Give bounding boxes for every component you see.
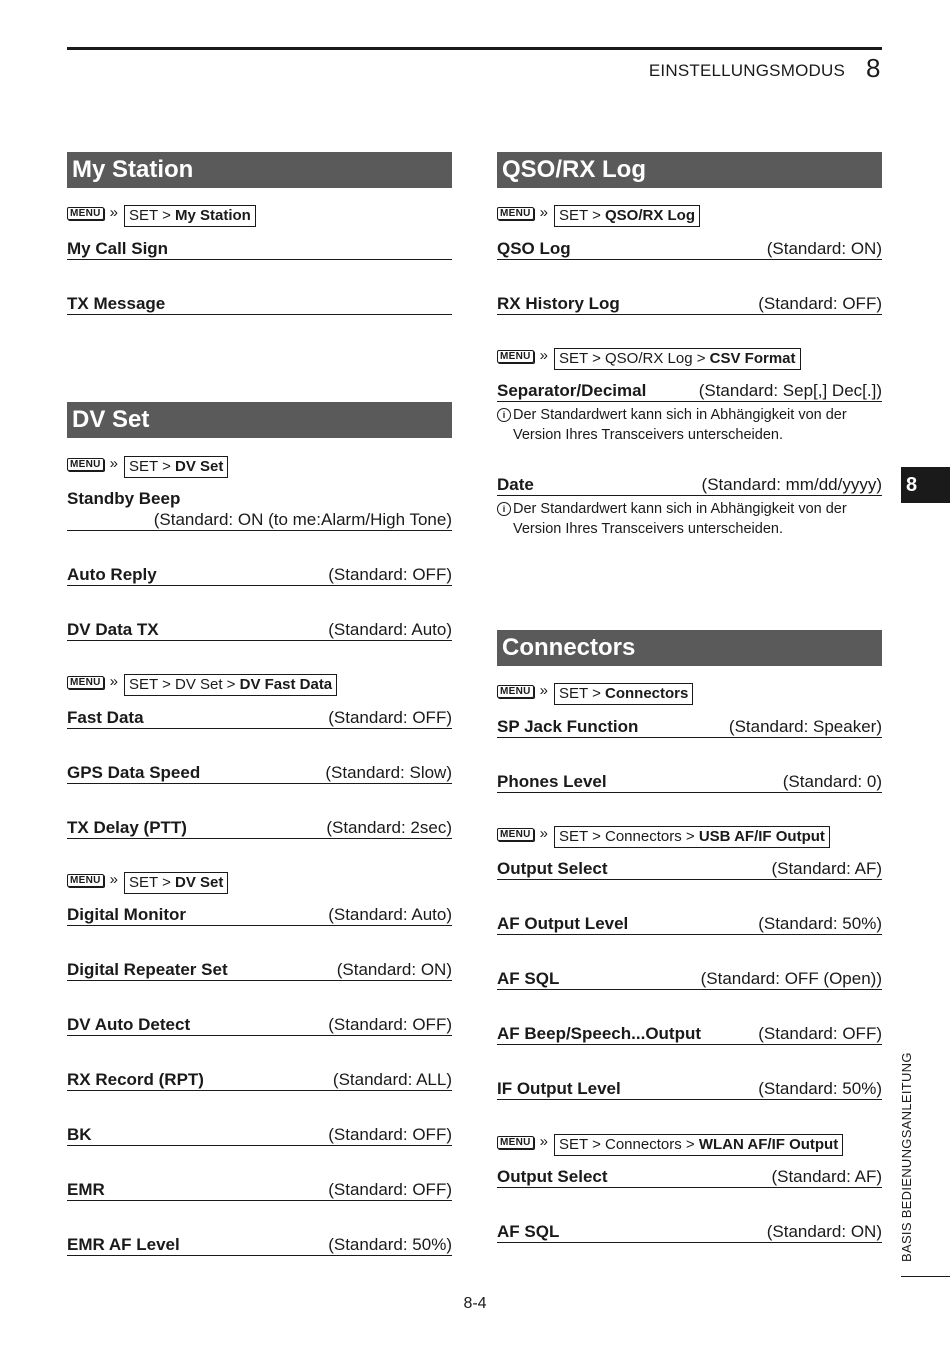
menu-path-connectors xyxy=(497,683,693,705)
setting-phones-level: Phones Level (Standard: 0) xyxy=(497,772,882,791)
setting-emr-af-level: EMR AF Level (Standard: 50%) xyxy=(67,1235,452,1254)
menu-key-icon: MENU xyxy=(497,350,534,363)
setting-emr: EMR (Standard: OFF) xyxy=(67,1180,452,1199)
section-header-connectors: Connectors xyxy=(497,630,882,666)
chevron-right-icon: » xyxy=(109,454,118,472)
chapter-number: 8 xyxy=(866,53,881,83)
path-box: SET > QSO/RX Log > CSV Format xyxy=(554,348,801,370)
setting-auto-reply: Auto Reply (Standard: OFF) xyxy=(67,565,452,584)
setting-dv-auto-detect: DV Auto Detect (Standard: OFF) xyxy=(67,1015,452,1034)
setting-tx-delay: TX Delay (PTT) (Standard: 2sec) xyxy=(67,818,452,837)
chevron-right-icon: » xyxy=(539,203,548,221)
setting-wlan-output-select: Output Select (Standard: AF) xyxy=(497,1167,882,1186)
chevron-right-icon: » xyxy=(539,346,548,364)
menu-key-icon: MENU xyxy=(67,458,104,471)
setting-sp-jack-function: SP Jack Function (Standard: Speaker) xyxy=(497,717,882,736)
path-box: SET > DV Set xyxy=(124,872,228,894)
setting-separator-decimal: Separator/Decimal (Standard: Sep[,] Dec[.]) xyxy=(497,381,882,400)
menu-key-icon: MENU xyxy=(497,207,534,220)
setting-digital-monitor: Digital Monitor (Standard: Auto) xyxy=(67,905,452,924)
chevron-right-icon: » xyxy=(109,870,118,888)
menu-key-icon: MENU xyxy=(497,828,534,841)
chevron-right-icon: » xyxy=(539,824,548,842)
chevron-right-icon: » xyxy=(109,203,118,221)
setting-date: Date (Standard: mm/dd/yyyy) xyxy=(497,475,882,494)
chevron-right-icon: » xyxy=(109,672,118,690)
menu-path-dv-set-2 xyxy=(67,872,228,894)
menu-path-usb-af-if-output xyxy=(497,826,830,848)
section-header-qso-rx-log: QSO/RX Log xyxy=(497,152,882,188)
menu-key-icon: MENU xyxy=(67,207,104,220)
setting-gps-data-speed: GPS Data Speed (Standard: Slow) xyxy=(67,763,452,782)
chapter-title: EINSTELLUNGSMODUS xyxy=(648,61,845,80)
setting-digital-repeater-set: Digital Repeater Set (Standard: ON) xyxy=(67,960,452,979)
menu-path-csv-format xyxy=(497,348,801,370)
menu-path-qso-rx-log xyxy=(497,205,700,227)
side-label: BASIS BEDIENUNGSANLEITUNG xyxy=(899,1052,914,1262)
path-box: SET > Connectors > WLAN AF/IF Output xyxy=(554,1134,843,1156)
setting-my-call-sign: My Call Sign xyxy=(67,238,452,260)
menu-path-dv-fast-data xyxy=(67,674,337,696)
menu-key-icon: MENU xyxy=(497,1136,534,1149)
setting-tx-message: TX Message xyxy=(67,293,452,315)
setting-qso-log: QSO Log (Standard: ON) xyxy=(497,239,882,258)
setting-dv-data-tx: DV Data TX (Standard: Auto) xyxy=(67,620,452,639)
path-box: SET > Connectors > USB AF/IF Output xyxy=(554,826,830,848)
note-standard-value-2: i Der Standardwert kann sich in Abhängigkeit von der Version Ihres Transceivers unterscheiden. xyxy=(497,499,882,539)
chapter-tab: 8 xyxy=(901,467,950,503)
page-number: 8-4 xyxy=(463,1295,487,1312)
menu-path-my-station xyxy=(67,205,256,227)
setting-if-output-level: IF Output Level (Standard: 50%) xyxy=(497,1079,882,1098)
chevron-right-icon: » xyxy=(539,1132,548,1150)
chevron-right-icon: » xyxy=(539,681,548,699)
setting-af-sql: AF SQL (Standard: OFF (Open)) xyxy=(497,969,882,988)
info-icon: i xyxy=(497,502,511,516)
setting-standby-beep: Standby Beep (Standard: ON (to me:Alarm/High Tone) xyxy=(67,489,452,529)
header-rule xyxy=(67,47,882,50)
setting-rx-history-log: RX History Log (Standard: OFF) xyxy=(497,294,882,313)
note-standard-value: i Der Standardwert kann sich in Abhängigkeit von der Version Ihres Transceivers unterscheiden. xyxy=(497,405,882,445)
setting-wlan-af-sql: AF SQL (Standard: ON) xyxy=(497,1222,882,1241)
menu-key-icon: MENU xyxy=(67,676,104,689)
setting-fast-data: Fast Data (Standard: OFF) xyxy=(67,708,452,727)
section-header-my-station: My Station xyxy=(67,152,452,188)
path-box: SET > QSO/RX Log xyxy=(554,205,700,227)
info-icon: i xyxy=(497,408,511,422)
path-box: SET > Connectors xyxy=(554,683,693,705)
path-box: SET > My Station xyxy=(124,205,256,227)
menu-path-dv-set xyxy=(67,456,228,478)
menu-path-wlan-af-if-output xyxy=(497,1134,843,1156)
setting-af-output-level: AF Output Level (Standard: 50%) xyxy=(497,914,882,933)
setting-rx-record: RX Record (RPT) (Standard: ALL) xyxy=(67,1070,452,1089)
path-box: SET > DV Set xyxy=(124,456,228,478)
setting-af-beep-speech-output: AF Beep/Speech...Output (Standard: OFF) xyxy=(497,1024,882,1043)
menu-key-icon: MENU xyxy=(67,874,104,887)
side-rule xyxy=(901,1276,950,1277)
setting-output-select: Output Select (Standard: AF) xyxy=(497,859,882,878)
menu-key-icon: MENU xyxy=(497,685,534,698)
section-header-dv-set: DV Set xyxy=(67,402,452,438)
path-box: SET > DV Set > DV Fast Data xyxy=(124,674,337,696)
setting-bk: BK (Standard: OFF) xyxy=(67,1125,452,1144)
